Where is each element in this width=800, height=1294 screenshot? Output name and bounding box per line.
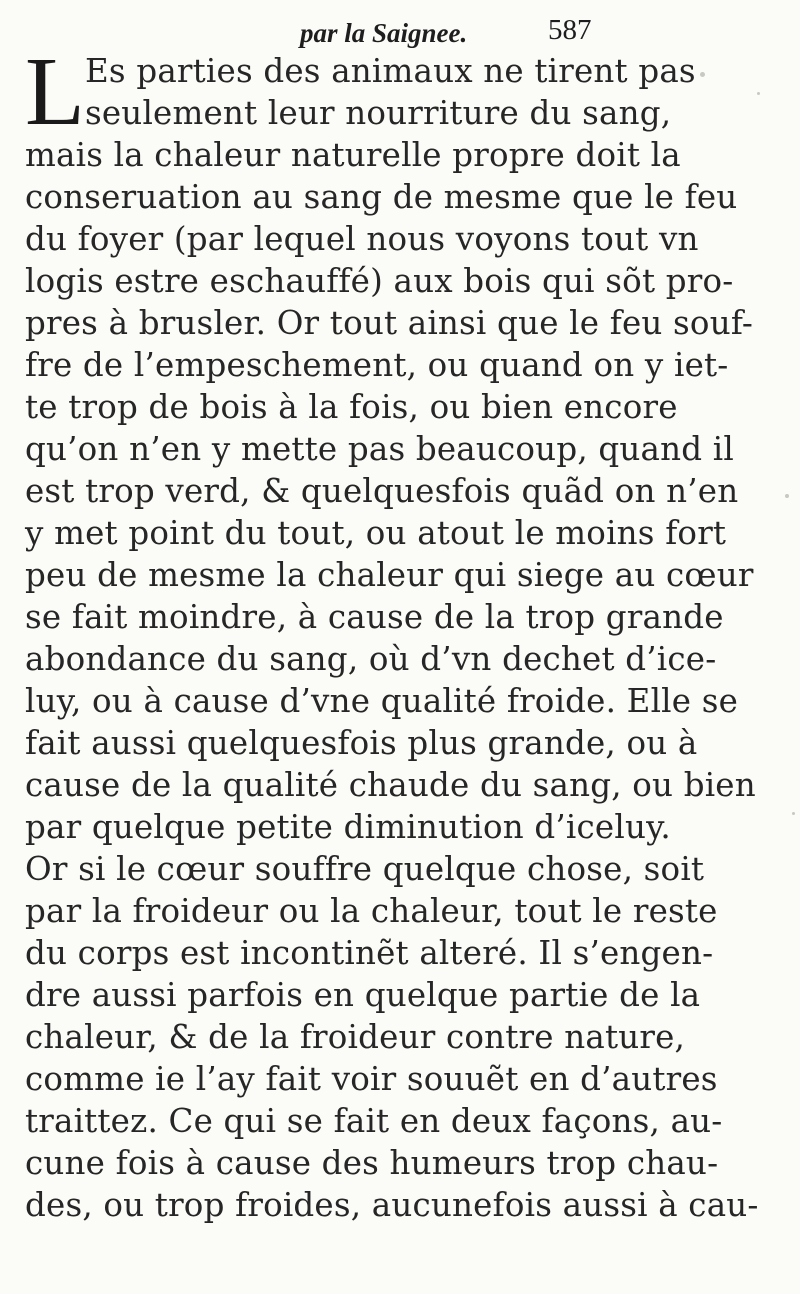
text-line: conseruation au sang de mesme que le feu: [25, 178, 738, 216]
text-line: cause de la qualité chaude du sang, ou bien: [25, 766, 756, 804]
text-line: par la froideur ou la chaleur, tout le reste: [25, 892, 718, 930]
text-line: du foyer (par lequel nous voyons tout vn: [25, 220, 699, 258]
drop-cap: L: [25, 38, 85, 146]
text-line: des, ou trop froides, aucunefois aussi à cau-: [25, 1186, 759, 1224]
text-line: Or si le cœur souffre quelque chose, soit: [25, 850, 705, 888]
text-line: se fait moindre, à cause de la trop grande: [25, 598, 724, 636]
text-line: chaleur, & de la froideur contre nature,: [25, 1018, 686, 1056]
text-line: seulement leur nourriture du sang,: [85, 94, 672, 132]
text-line: fait aussi quelquesfois plus grande, ou à: [25, 724, 698, 762]
text-line: traittez. Ce qui se fait en deux façons, au-: [25, 1102, 723, 1140]
text-line: mais la chaleur naturelle propre doit la: [25, 136, 681, 174]
paper-speck: [792, 812, 795, 815]
text-line: fre de l’empeschement, ou quand on y iet-: [25, 346, 729, 384]
text-line: est trop verd, & quelquesfois quãd on n’en: [25, 472, 739, 510]
text-line: pres à brusler. Or tout ainsi que le feu souf-: [25, 304, 754, 342]
text-line: peu de mesme la chaleur qui siege au cœur: [25, 556, 754, 594]
text-line: te trop de bois à la fois, ou bien encore: [25, 388, 678, 426]
body-text: [25, 38, 760, 1226]
paper-speck: [700, 72, 705, 77]
text-line: cune fois à cause des humeurs trop chau-: [25, 1144, 719, 1182]
text-line: y met point du tout, ou atout le moins fort: [25, 514, 727, 552]
paper-speck: [757, 92, 760, 95]
text-line: logis estre eschauffé) aux bois qui sõt pro-: [25, 262, 734, 300]
page-number: 587: [548, 14, 592, 46]
running-head: par la Saignee.: [300, 18, 468, 48]
text-line: du corps est incontinẽt alteré. Il s’engen-: [25, 934, 714, 972]
text-line: comme ie l’ay fait voir souuẽt en d’autres: [25, 1060, 718, 1098]
text-line: abondance du sang, où d’vn dechet d’ice-: [25, 640, 717, 678]
text-line: Es parties des animaux ne tirent pas: [85, 52, 696, 90]
text-line: par quelque petite diminution d’iceluy.: [25, 808, 671, 846]
text-line: dre aussi parfois en quelque partie de la: [25, 976, 701, 1014]
paper-speck: [785, 494, 789, 498]
text-line: qu’on n’en y mette pas beaucoup, quand il: [25, 430, 734, 468]
text-line: luy, ou à cause d’vne qualité froide. Elle se: [25, 682, 739, 720]
